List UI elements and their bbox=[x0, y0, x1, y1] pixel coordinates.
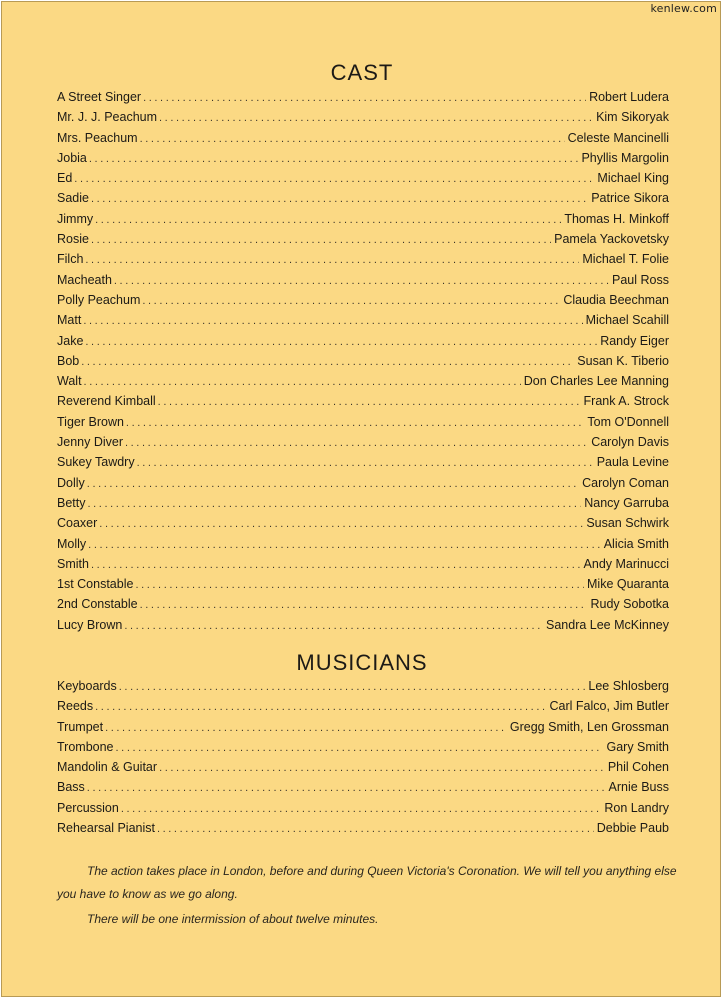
musician-row bbox=[57, 760, 669, 780]
performer-name: Mike Quaranta bbox=[587, 577, 669, 592]
role-name: Jimmy bbox=[57, 211, 94, 226]
performer-name: Michael Scahill bbox=[585, 313, 669, 328]
dot-leader bbox=[157, 823, 594, 835]
cast-row bbox=[57, 374, 669, 394]
dot-leader bbox=[85, 254, 579, 266]
cast-row bbox=[57, 435, 669, 455]
cast-row bbox=[57, 537, 669, 557]
performer-name: Kim Sikoryak bbox=[596, 110, 669, 125]
dot-leader bbox=[95, 701, 546, 713]
performer-name: Paula Levine bbox=[596, 455, 669, 470]
role-name: Bass bbox=[57, 780, 85, 795]
role-name: Smith bbox=[57, 556, 89, 571]
role-name: Coaxer bbox=[57, 516, 98, 531]
performer-name: Gary Smith bbox=[606, 739, 669, 754]
performer-name: Andy Marinucci bbox=[583, 556, 669, 571]
role-name: Percussion bbox=[57, 800, 119, 815]
performer-name: Lee Shlosberg bbox=[588, 679, 669, 693]
dot-leader bbox=[83, 315, 582, 327]
role-name: Reeds bbox=[57, 699, 94, 714]
role-name: Mrs. Peachum bbox=[57, 130, 138, 145]
performer-name: Sandra Lee McKinney bbox=[546, 617, 669, 632]
role-name: Walt bbox=[57, 374, 82, 389]
cast-row bbox=[57, 557, 669, 577]
performer-name: Phil Cohen bbox=[607, 760, 669, 775]
dot-leader bbox=[121, 803, 602, 815]
musicians-heading: MUSICIANS bbox=[296, 650, 428, 675]
musician-row bbox=[57, 801, 669, 821]
cast-row bbox=[57, 232, 669, 252]
performer-name: Arnie Buss bbox=[608, 780, 669, 795]
performer-name: Thomas H. Minkoff bbox=[564, 211, 669, 226]
musician-row bbox=[57, 699, 669, 719]
dot-leader bbox=[143, 92, 586, 104]
dot-leader bbox=[159, 762, 605, 774]
role-name: Lucy Brown bbox=[57, 617, 123, 632]
performer-name: Randy Eiger bbox=[600, 333, 669, 348]
dot-leader bbox=[99, 518, 583, 530]
performer-name: Patrice Sikora bbox=[591, 191, 669, 206]
cast-row bbox=[57, 171, 669, 191]
cast-row bbox=[57, 354, 669, 374]
dot-leader bbox=[91, 234, 551, 246]
dot-leader bbox=[91, 193, 588, 205]
performer-name: Don Charles Lee Manning bbox=[523, 374, 669, 389]
musician-row bbox=[57, 740, 669, 760]
role-name: Betty bbox=[57, 495, 86, 510]
cast-row bbox=[57, 313, 669, 333]
role-name: Filch bbox=[57, 252, 84, 267]
dot-leader bbox=[159, 112, 593, 124]
role-name: 2nd Constable bbox=[57, 597, 138, 612]
dot-leader bbox=[135, 579, 584, 591]
performer-name: Susan K. Tiberio bbox=[577, 353, 669, 368]
role-name: Ed bbox=[57, 171, 73, 186]
cast-row bbox=[57, 577, 669, 597]
dot-leader bbox=[125, 437, 588, 449]
dot-leader bbox=[114, 275, 609, 287]
dot-leader bbox=[85, 336, 597, 348]
performer-name: Frank A. Strock bbox=[583, 394, 669, 409]
dot-leader bbox=[88, 539, 601, 551]
performer-name: Claudia Beechman bbox=[563, 292, 669, 307]
performer-name: Carolyn Coman bbox=[582, 475, 669, 490]
performer-name: Debbie Paub bbox=[596, 821, 669, 836]
musicians-list bbox=[57, 679, 669, 841]
role-name: Mandolin & Guitar bbox=[57, 760, 158, 775]
dot-leader bbox=[87, 478, 579, 490]
performer-name: Michael T. Folie bbox=[582, 252, 669, 267]
dot-leader bbox=[105, 722, 507, 734]
role-name: Tiger Brown bbox=[57, 414, 124, 429]
dot-leader bbox=[142, 295, 560, 307]
dot-leader bbox=[95, 214, 561, 226]
dot-leader bbox=[137, 457, 594, 469]
performer-name: Carolyn Davis bbox=[591, 435, 669, 450]
role-name: Matt bbox=[57, 313, 82, 328]
performer-name: Paul Ross bbox=[612, 272, 669, 287]
cast-row bbox=[57, 597, 669, 617]
performer-name: Rudy Sobotka bbox=[590, 597, 669, 612]
performer-name: Robert Ludera bbox=[589, 90, 669, 104]
cast-row bbox=[57, 415, 669, 435]
cast-row bbox=[57, 293, 669, 313]
dot-leader bbox=[124, 620, 543, 632]
cast-list bbox=[57, 90, 669, 638]
watermark: kenlew.com bbox=[650, 2, 717, 15]
role-name: 1st Constable bbox=[57, 577, 134, 592]
role-name: Polly Peachum bbox=[57, 292, 141, 307]
role-name: Bob bbox=[57, 353, 80, 368]
role-name: Jake bbox=[57, 333, 84, 348]
cast-row bbox=[57, 496, 669, 516]
dot-leader bbox=[89, 153, 579, 165]
cast-row bbox=[57, 394, 669, 414]
role-name: Trumpet bbox=[57, 719, 104, 734]
dot-leader bbox=[140, 599, 588, 611]
cast-row bbox=[57, 110, 669, 130]
musician-row bbox=[57, 720, 669, 740]
cast-row bbox=[57, 212, 669, 232]
cast-row bbox=[57, 618, 669, 638]
dot-leader bbox=[81, 356, 574, 368]
performer-name: Pamela Yackovetsky bbox=[554, 232, 669, 247]
cast-row bbox=[57, 334, 669, 354]
role-name: Sukey Tawdry bbox=[57, 455, 135, 470]
performer-name: Alicia Smith bbox=[603, 536, 669, 551]
cast-row bbox=[57, 516, 669, 536]
cast-row bbox=[57, 90, 669, 110]
performer-name: Nancy Garruba bbox=[584, 495, 669, 510]
dot-leader bbox=[87, 782, 606, 794]
performer-name: Michael King bbox=[597, 171, 669, 186]
performer-name: Ron Landry bbox=[604, 800, 669, 815]
dot-leader bbox=[116, 742, 604, 754]
cast-row bbox=[57, 191, 669, 211]
dot-leader bbox=[140, 133, 565, 145]
performer-name: Gregg Smith, Len Grossman bbox=[509, 719, 669, 734]
musician-row bbox=[57, 821, 669, 841]
role-name: Reverend Kimball bbox=[57, 394, 156, 409]
dot-leader bbox=[74, 173, 594, 185]
role-name: Jobia bbox=[57, 150, 87, 165]
cast-row bbox=[57, 476, 669, 496]
dot-leader bbox=[119, 681, 586, 693]
role-name: Rehearsal Pianist bbox=[57, 821, 155, 836]
cast-heading: CAST bbox=[330, 60, 394, 85]
role-name: Sadie bbox=[57, 191, 89, 206]
role-name: Trombone bbox=[57, 739, 114, 754]
role-name: Dolly bbox=[57, 475, 85, 490]
role-name: Mr. J. J. Peachum bbox=[57, 110, 158, 125]
role-name: Jenny Diver bbox=[57, 435, 123, 450]
performer-name: Phyllis Margolin bbox=[581, 150, 669, 165]
dot-leader bbox=[126, 417, 584, 429]
musician-row bbox=[57, 679, 669, 699]
dot-leader bbox=[158, 396, 581, 408]
role-name: Molly bbox=[57, 536, 87, 551]
dot-leader bbox=[91, 559, 581, 571]
cast-row bbox=[57, 151, 669, 171]
cast-row bbox=[57, 273, 669, 293]
setting-note: The action takes place in London, before and during Queen Victoria's Coronation. We will tell you anything else you have to know as we go along. bbox=[57, 864, 677, 901]
cast-row bbox=[57, 455, 669, 475]
program-page bbox=[1, 1, 721, 997]
performer-name: Tom O'Donnell bbox=[587, 414, 669, 429]
cast-row bbox=[57, 252, 669, 272]
dot-leader bbox=[88, 498, 582, 510]
performer-name: Susan Schwirk bbox=[586, 516, 669, 531]
role-name: A Street Singer bbox=[57, 90, 142, 104]
musician-row bbox=[57, 780, 669, 800]
role-name: Rosie bbox=[57, 232, 89, 247]
cast-row bbox=[57, 131, 669, 151]
role-name: Macheath bbox=[57, 272, 112, 287]
dot-leader bbox=[84, 376, 521, 388]
performer-name: Carl Falco, Jim Butler bbox=[549, 699, 669, 714]
intermission-note: There will be one intermission of about twelve minutes. bbox=[87, 912, 379, 926]
role-name: Keyboards bbox=[57, 679, 117, 693]
performer-name: Celeste Mancinelli bbox=[567, 130, 669, 145]
